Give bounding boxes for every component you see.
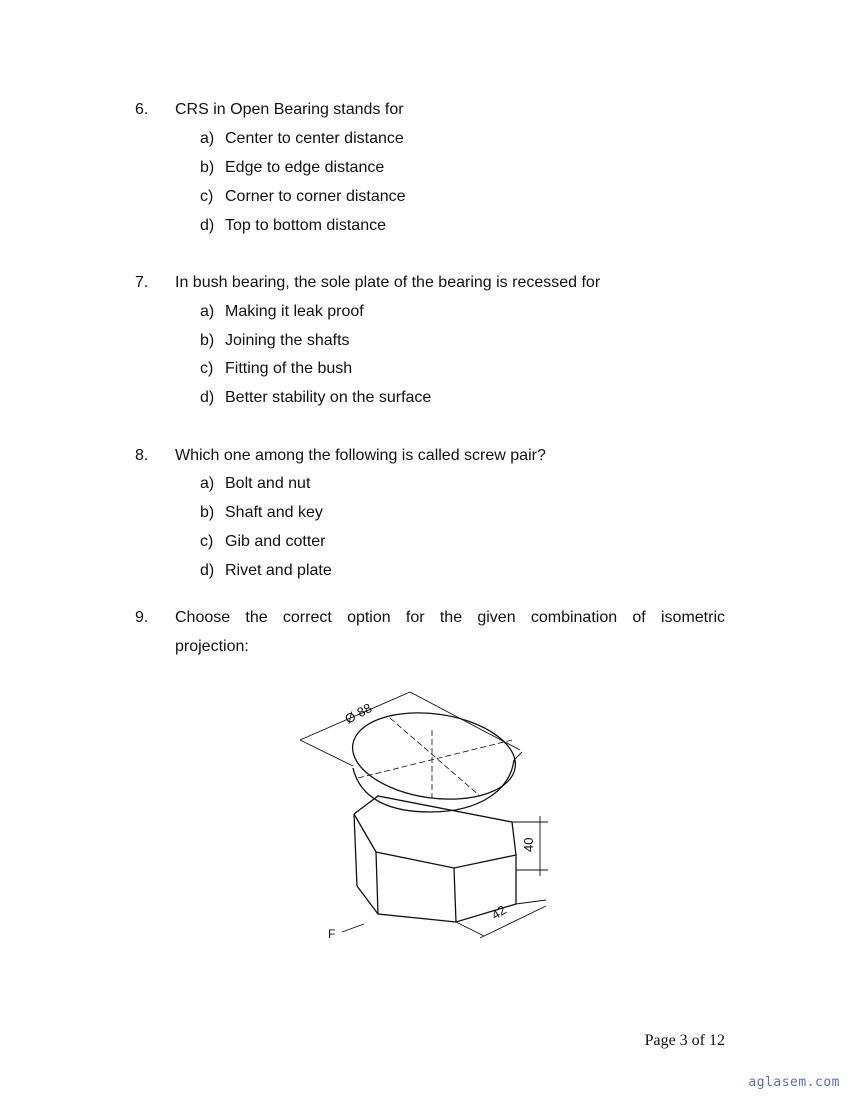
option-text: Fitting of the bush bbox=[225, 360, 353, 377]
view-label: F bbox=[328, 927, 336, 941]
question-text: CRS in Open Bearing stands for bbox=[175, 101, 404, 118]
option-label: a) bbox=[200, 130, 215, 147]
option-label: a) bbox=[200, 475, 215, 492]
view-arrow bbox=[342, 924, 364, 932]
option-label: a) bbox=[200, 303, 215, 320]
height-label: 40 bbox=[521, 837, 536, 852]
option-text: Corner to corner distance bbox=[225, 188, 406, 205]
option-text: Joining the shafts bbox=[225, 332, 350, 349]
option-c bbox=[200, 532, 326, 552]
option-b bbox=[200, 158, 384, 178]
option-label: d) bbox=[200, 389, 215, 406]
side-label: 42 bbox=[488, 902, 509, 923]
option-a bbox=[200, 129, 404, 149]
question-number: 6. bbox=[135, 101, 149, 118]
page-number: Page 3 of 12 bbox=[644, 1032, 725, 1049]
option-label: b) bbox=[200, 159, 215, 176]
option-text: Rivet and plate bbox=[225, 562, 332, 579]
isometric-projection-figure bbox=[290, 680, 560, 950]
option-label: c) bbox=[200, 533, 214, 550]
option-label: d) bbox=[200, 217, 215, 234]
option-label: b) bbox=[200, 504, 215, 521]
option-a bbox=[200, 474, 310, 494]
option-text: Shaft and key bbox=[225, 504, 323, 521]
option-text: Gib and cotter bbox=[225, 533, 326, 550]
option-text: Bolt and nut bbox=[225, 475, 311, 492]
diameter-dimension bbox=[300, 692, 522, 766]
option-label: c) bbox=[200, 360, 214, 377]
option-label: b) bbox=[200, 332, 215, 349]
question-number: 9. bbox=[135, 609, 149, 626]
diameter-label: Ø 88 bbox=[342, 700, 375, 727]
option-text: Edge to edge distance bbox=[225, 159, 385, 176]
option-label: c) bbox=[200, 188, 214, 205]
option-text: Center to center distance bbox=[225, 130, 404, 147]
hemisphere bbox=[347, 703, 521, 812]
question-number: 8. bbox=[135, 447, 149, 464]
question-text: In bush bearing, the sole plate of the bearing is recessed for bbox=[175, 274, 601, 291]
option-c bbox=[200, 187, 406, 207]
question-text-line-1: Choose the correct option for the given combination of isometric bbox=[175, 609, 725, 626]
option-c bbox=[200, 359, 352, 379]
watermark: aglasem.com bbox=[748, 1075, 840, 1090]
question-text-line-2: projection: bbox=[175, 638, 249, 655]
option-d bbox=[200, 561, 332, 581]
option-text: Top to bottom distance bbox=[225, 217, 386, 234]
option-a bbox=[200, 302, 364, 322]
option-d bbox=[200, 216, 386, 236]
option-b bbox=[200, 503, 323, 523]
option-text: Better stability on the surface bbox=[225, 389, 432, 406]
option-label: d) bbox=[200, 562, 215, 579]
question-text: Which one among the following is called screw pair? bbox=[175, 447, 546, 464]
option-d bbox=[200, 388, 431, 408]
option-text: Making it leak proof bbox=[225, 303, 364, 320]
option-b bbox=[200, 331, 350, 351]
question-number: 7. bbox=[135, 274, 149, 291]
hexagonal-prism bbox=[354, 796, 516, 922]
